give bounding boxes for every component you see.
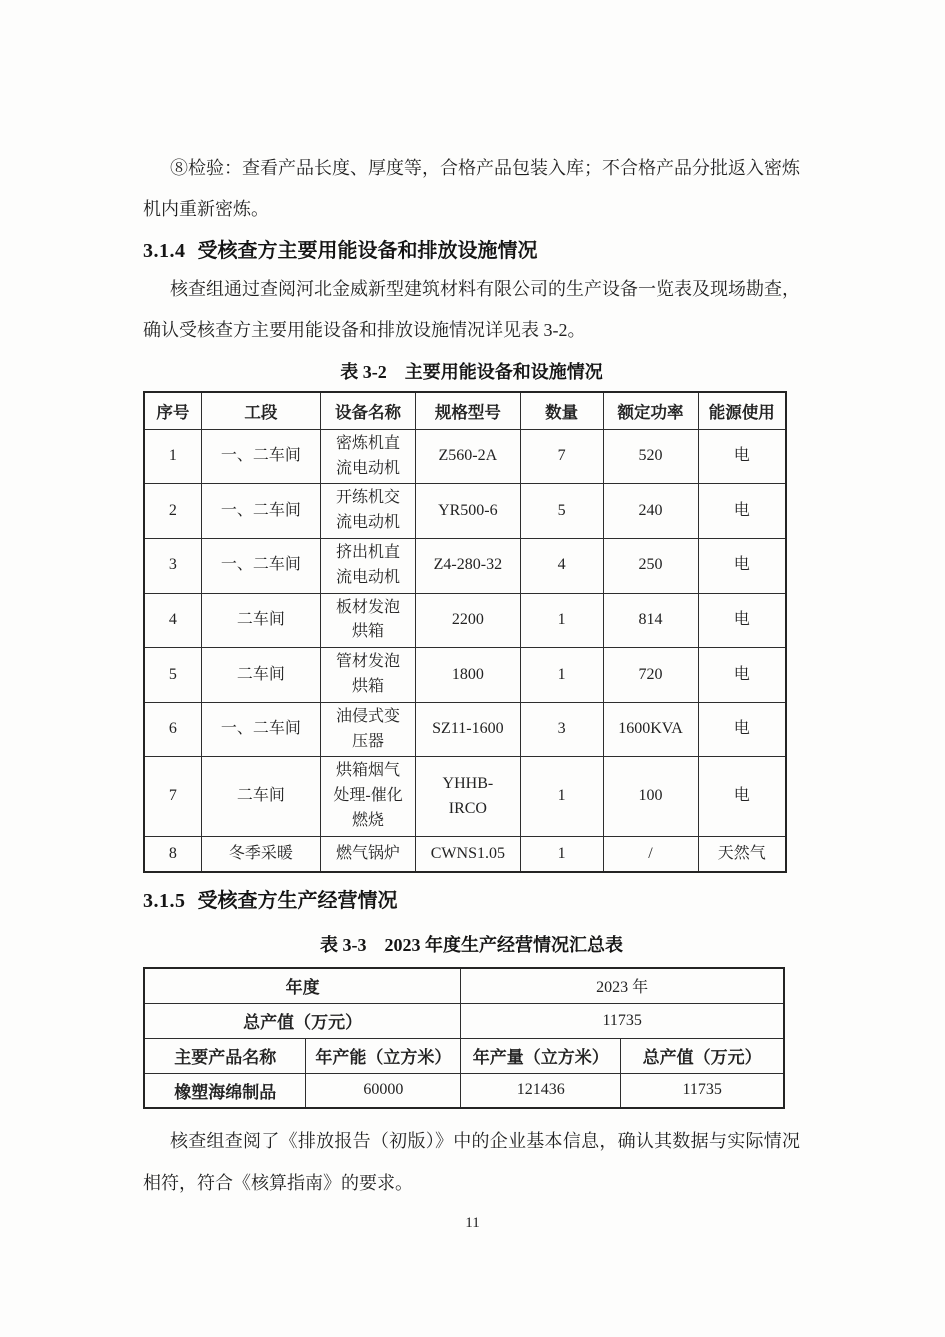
table-cell: 814: [603, 593, 698, 648]
table-cell: 7: [144, 757, 201, 836]
column-header: 额定功率: [603, 392, 698, 429]
column-header: 规格型号: [416, 392, 521, 429]
table-cell: 电: [698, 429, 786, 484]
table-cell: 7: [520, 429, 603, 484]
table-cell: 5: [520, 484, 603, 539]
paragraph-closing: 核查组查阅了《排放报告（初版）》中的企业基本信息，确认其数据与实际情况相符，符合《核算指南》的要求。: [143, 1131, 800, 1193]
table-cell: 电: [698, 757, 786, 836]
table-row: [144, 836, 786, 872]
table-cell: 1: [144, 429, 201, 484]
table-cell: 一、二车间: [201, 429, 320, 484]
table-cell: 天然气: [698, 836, 786, 872]
page-number: 11: [465, 1215, 480, 1231]
table-cell: 1600KVA: [603, 702, 698, 757]
column-header: 主要产品名称: [144, 1038, 306, 1073]
table-cell: 二车间: [201, 593, 320, 648]
table-row: [144, 429, 786, 484]
section-title: 受核查方生产经营情况: [197, 890, 398, 913]
section-heading-3-1-4: [143, 237, 800, 265]
table-cell: 1: [520, 648, 603, 703]
table-cell: 管材发泡烘箱: [321, 648, 416, 703]
table-cell: 电: [698, 593, 786, 648]
table-cell: 一、二车间: [201, 702, 320, 757]
table-cell: 1: [520, 836, 603, 872]
table-cell: 8: [144, 836, 201, 872]
table-3-2: [143, 391, 787, 873]
table-cell-year-value: 2023 年: [461, 968, 784, 1003]
table-caption-title: 2023 年度生产经营情况汇总表: [384, 935, 623, 956]
table-row: [144, 1003, 784, 1038]
table-cell: 油侵式变压器: [321, 702, 416, 757]
table-cell: 一、二车间: [201, 539, 320, 594]
section-number: 3.1.5: [143, 890, 186, 913]
table-cell: 1800: [416, 648, 521, 703]
column-header: 设备名称: [321, 392, 416, 429]
column-header: 总产值（万元）: [621, 1038, 784, 1073]
table-cell: 100: [603, 757, 698, 836]
table-row: [144, 757, 786, 836]
section-heading-3-1-5: [143, 887, 800, 915]
table-cell: 开练机交流电动机: [321, 484, 416, 539]
table-cell: 121436: [461, 1073, 621, 1108]
table-cell: 3: [520, 702, 603, 757]
table-row: [144, 1038, 784, 1073]
table-cell: 挤出机直流电动机: [321, 539, 416, 594]
table-cell: Z560-2A: [416, 429, 521, 484]
table-cell: 2: [144, 484, 201, 539]
table-cell: 板材发泡烘箱: [321, 593, 416, 648]
table-cell-output-label: 总产值（万元）: [144, 1003, 461, 1038]
table-cell: 燃气锅炉: [321, 836, 416, 872]
table-row: [144, 1073, 784, 1108]
table-row: [144, 539, 786, 594]
table-cell: YHHB-IRCO: [416, 757, 521, 836]
table-cell: /: [603, 836, 698, 872]
table-cell: 二车间: [201, 648, 320, 703]
table-cell: 电: [698, 539, 786, 594]
table-cell: CWNS1.05: [416, 836, 521, 872]
table-row: [144, 968, 784, 1003]
column-header: 年产能（立方米）: [306, 1038, 461, 1073]
table-cell: 密炼机直流电动机: [321, 429, 416, 484]
table-cell: 一、二车间: [201, 484, 320, 539]
table-cell-output-value: 11735: [461, 1003, 784, 1038]
table-cell: 2200: [416, 593, 521, 648]
table-cell: YR500-6: [416, 484, 521, 539]
table-cell: 520: [603, 429, 698, 484]
column-header: 年产量（立方米）: [461, 1038, 621, 1073]
table-cell: 1: [520, 757, 603, 836]
table-cell: 烘箱烟气处理-催化燃烧: [321, 757, 416, 836]
table-caption-title: 主要用能设备和设施情况: [404, 361, 603, 382]
table-caption-label: 表 3-3: [320, 935, 367, 956]
column-header: 工段: [201, 392, 320, 429]
section-title: 受核查方主要用能设备和排放设施情况: [197, 239, 538, 262]
table-cell: 冬季采暖: [201, 836, 320, 872]
paragraph-314-intro: 核查组通过查阅河北金威新型建筑材料有限公司的生产设备一览表及现场勘查，确认受核查方主要用能设备和排放设施情况详见表 3-2。: [143, 278, 800, 341]
table-cell: 250: [603, 539, 698, 594]
table-cell: 60000: [306, 1073, 461, 1108]
table-row: [144, 593, 786, 648]
column-header: 序号: [144, 392, 201, 429]
table-cell: 4: [520, 539, 603, 594]
table-cell-year-label: 年度: [144, 968, 461, 1003]
table-cell: 电: [698, 484, 786, 539]
table-cell: 1: [520, 593, 603, 648]
column-header: 数量: [520, 392, 603, 429]
table-cell-product-name: 橡塑海绵制品: [144, 1073, 306, 1108]
table-cell: 240: [603, 484, 698, 539]
table-cell: 720: [603, 648, 698, 703]
table-cell: SZ11-1600: [416, 702, 521, 757]
table-cell: 电: [698, 648, 786, 703]
column-header: 能源使用: [698, 392, 786, 429]
table-cell: 11735: [621, 1073, 784, 1108]
table-header-row: [144, 392, 786, 429]
table-cell: Z4-280-32: [416, 539, 521, 594]
table-row: [144, 702, 786, 757]
paragraph-inspection: ⑧检验：查看产品长度、厚度等，合格产品包装入库；不合格产品分批返入密炼机内重新密炼。: [143, 158, 800, 220]
table-cell: 电: [698, 702, 786, 757]
table-cell: 6: [144, 702, 201, 757]
table-cell: 二车间: [201, 757, 320, 836]
section-number: 3.1.4: [143, 239, 186, 262]
table-row: [144, 648, 786, 703]
table-caption-label: 表 3-2: [340, 361, 387, 382]
table-cell: 4: [144, 593, 201, 648]
table-3-3: [143, 967, 785, 1109]
table-3-3-caption: [143, 931, 800, 960]
table-cell: 3: [144, 539, 201, 594]
table-3-2-caption: [143, 358, 800, 387]
table-row: [144, 484, 786, 539]
table-cell: 5: [144, 648, 201, 703]
